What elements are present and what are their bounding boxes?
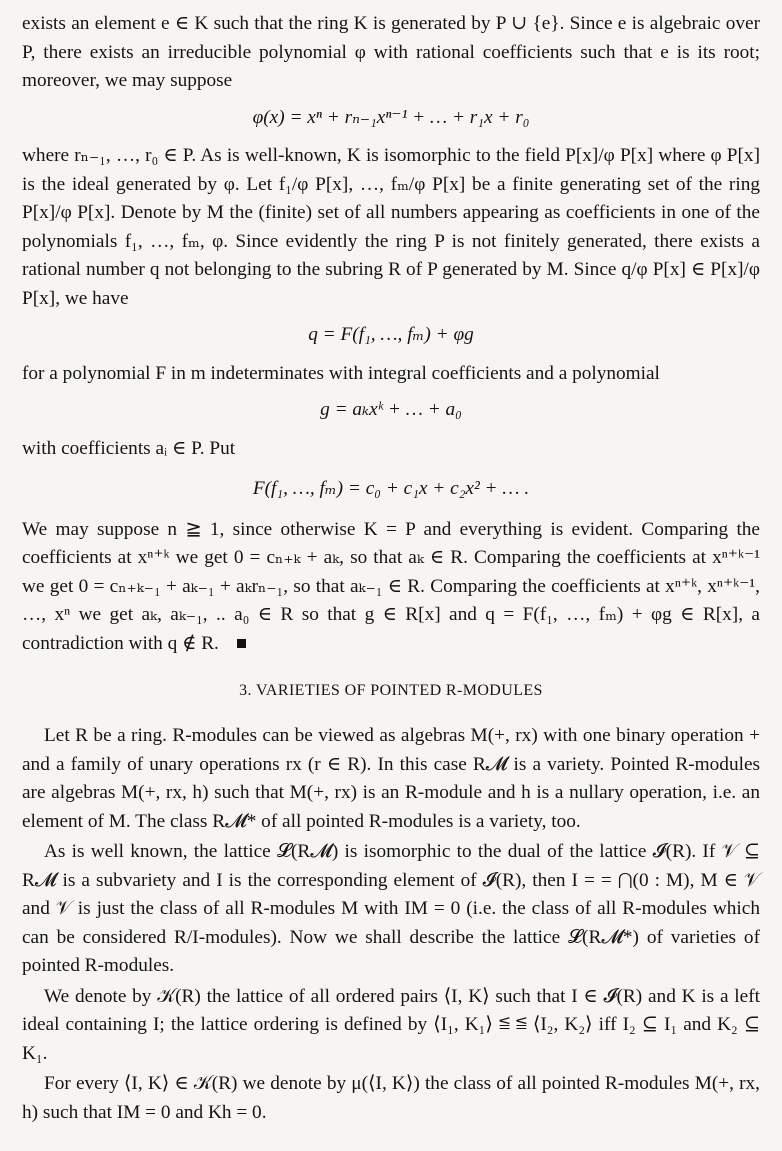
equation-F: F(f₁, …, fₘ) = c₀ + c₁x + c₂x² + … .	[252, 478, 530, 499]
paragraph-lattice: As is well known, the lattice 𝓛(R𝓜) is isomorphic to the dual of the lattice 𝓘(R). If 𝒱 ⊆ R𝓜 is a subvariety and I is the corresponding element of 𝓘(R), then I = = ⋂(0 : M), M ∈ 𝒱 and 𝒱 is just the class of all R-modules M with IM = 0 (i.e. the class of all R-modules which can be considered R/I-modules). Now we shall describe the lattice 𝓛(R𝓜*) of varieties of pointed R-modules.	[22, 841, 760, 976]
paragraph-polynomial-f: for a polynomial F in m indeterminates with integral coefficients and a polynomial	[22, 362, 660, 384]
paragraph-r-modules: Let R be a ring. R-modules can be viewed as algebras M(+, rx) with one binary operation + and a family of unary operations rx (r ∈ R). In this case R𝓜 is a variety. Pointed R-modules are algebras M(+, rx, h) such that M(+, rx) is an R-module and h is a nullary operation, i.e. an element of M. The class R𝓜* of all pointed R-modules is a variety, too.	[22, 725, 760, 832]
paragraph-quotient-field: where rₙ₋₁, …, r₀ ∈ P. As is well-known, K is isomorphic to the field P[x]/φ P[x] where φ P[x] is the ideal generated by φ. Let f₁/φ P[x], …, fₘ/φ P[x] be a finite generating set of the ring P[x]/φ P[x]. Denote by M the (finite) set of all numbers appearing as coefficients in one of the polynomials f₁, …, fₘ, φ. Since evidently the ring P is not finitely generated, there exists a rational number q not belonging to the subring R of P generated by M. Since q/φ P[x] ∈ P[x]/φ P[x], we have	[22, 145, 760, 309]
paragraph-ordered-pairs: We denote by 𝒦(R) the lattice of all ordered pairs ⟨I, K⟩ such that I ∈ 𝓘(R) and K is a left ideal containing I; the lattice ordering is defined by ⟨I₁, K₁⟩ ≦ ≦ ⟨I₂, K₂⟩ iff I₂ ⊆ I₁ and K₂ ⊆ K₁.	[22, 985, 760, 1064]
section-heading: 3. VARIETIES OF POINTED R-MODULES	[239, 682, 543, 699]
comparison-text: We may suppose n ≧ 1, since otherwise K = P and everything is evident. Comparing the coefficients at xⁿ⁺ᵏ we get 0 = cₙ₊ₖ + aₖ, so that aₖ ∈ R. Comparing the coefficients at xⁿ⁺ᵏ⁻¹ we get 0 = cₙ₊ₖ₋₁ + aₖ₋₁ + aₖrₙ₋₁, so that aₖ₋₁ ∈ R. Comparing the coefficients at xⁿ⁺ᵏ, xⁿ⁺ᵏ⁻¹, …, xⁿ we get aₖ, aₖ₋₁, .. a₀ ∈ R so that g ∈ R[x] and q = F(f₁, …, fₘ) + φg ∈ R[x], a contradiction with q ∉ R.	[22, 518, 760, 654]
paragraph-mu-class: For every ⟨I, K⟩ ∈ 𝒦(R) we denote by μ(⟨I, K⟩) the class of all pointed R-modules M(+, rx, h) such that IM = 0 and Kh = 0.	[22, 1073, 760, 1123]
equation-q: q = F(f₁, …, fₘ) + φg	[308, 324, 474, 345]
qed-square-icon	[237, 639, 246, 648]
equation-phi: φ(x) = xⁿ + rₙ₋₁xⁿ⁻¹ + … + r₁x + r₀	[252, 106, 530, 128]
equation-g: g = aₖxᵏ + … + a₀	[320, 399, 462, 420]
paragraph-comparison	[22, 516, 760, 659]
paragraph-coefficients: with coefficients aᵢ ∈ P. Put	[22, 437, 236, 459]
paragraph-proof-start: exists an element e ∈ K such that the ring K is generated by P ∪ {e}. Since e is algebraic over P, there exists an irreducible polynomial φ with rational coefficients such that e is its root; moreover, we may suppose	[22, 13, 760, 91]
